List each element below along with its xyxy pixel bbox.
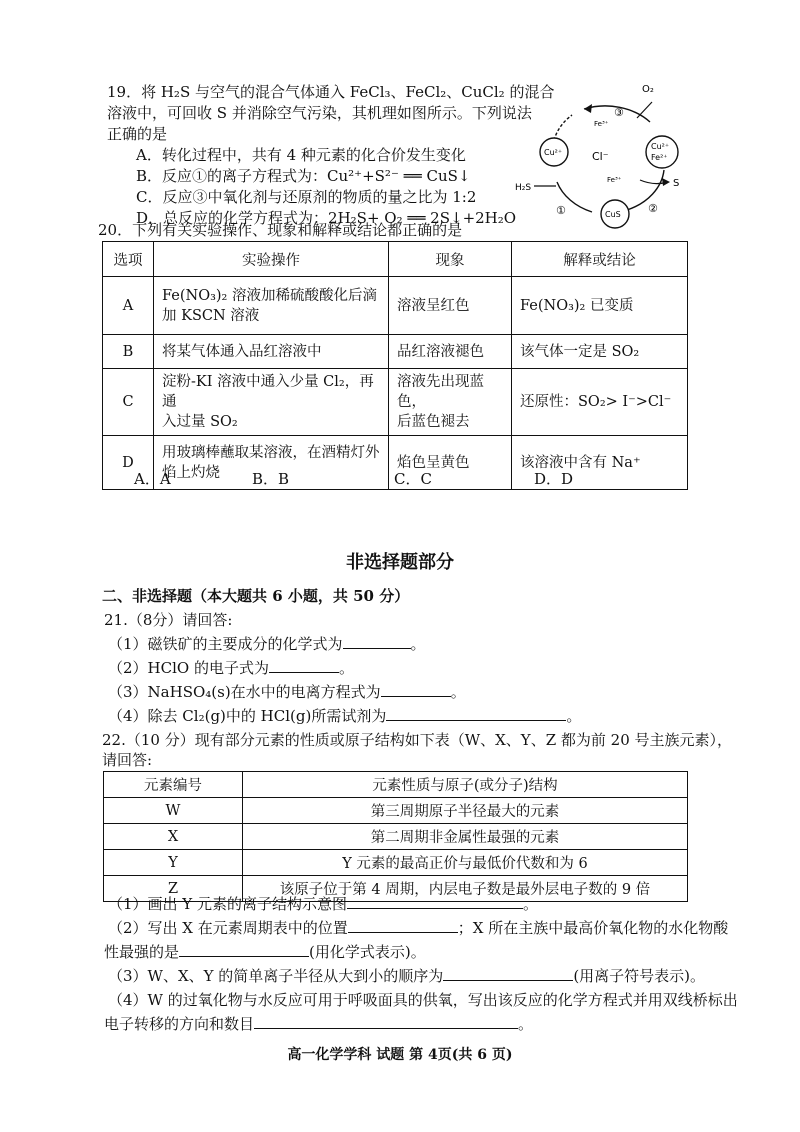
q19-stem-line-3: 正确的是	[107, 125, 168, 143]
q21-item-3-text: （3）NaHSO₄(s)在水中的电离方程式为	[108, 683, 381, 701]
element-description: 该原子位于第 4 周期，内层电子数是最外层电子数的 9 倍	[243, 876, 688, 902]
q22-part-2-cont	[104, 942, 426, 962]
q22-part-2-text-d: (用化学式表示)。	[309, 943, 426, 961]
element-code: W	[104, 798, 243, 824]
answer-blank[interactable]	[269, 658, 339, 673]
answer-blank[interactable]	[381, 682, 451, 697]
s-label: S	[673, 178, 680, 189]
answer-blank[interactable]	[386, 706, 566, 721]
q19-option-b: B．反应①的离子方程式为：Cu²⁺+S²⁻ ══ CuS↓	[136, 167, 471, 185]
q21-stem: 21.（8分）请回答:	[104, 611, 233, 629]
q22-stem-line-2: 请回答:	[102, 751, 153, 769]
fe3-mid-label: Fe³⁺	[607, 176, 622, 184]
answer-blank[interactable]	[443, 966, 573, 981]
q19-option-c: C．反应③中氧化剂与还原剂的物质的量之比为 1:2	[136, 188, 477, 206]
phenomenon-line: 后蓝色褪去	[397, 414, 470, 430]
row-conclusion: 该溶液中含有 Na⁺	[512, 436, 688, 490]
q21-item-4: （4）除去 Cl₂(g)中的 HCl(g)所需试剂为 。	[108, 707, 582, 725]
h2s-label: H₂S	[515, 183, 532, 193]
num2-label: ②	[648, 202, 658, 215]
operation-line: Fe(NO₃)₂ 溶液加稀硫酸酸化后滴	[162, 287, 377, 304]
o2-arrow	[637, 102, 652, 118]
q21-item-3: （3）NaHSO₄(s)在水中的电离方程式为 。	[108, 683, 466, 701]
row-conclusion: 还原性：SO₂> I⁻>Cl⁻	[512, 369, 688, 436]
q19-option-d: D．总反应的化学方程式为：2H₂S+ O₂ ══ 2S↓+2H₂O	[136, 209, 517, 227]
q22-part-2-text-b: ；X 所在主族中最高价氧化物的水化物酸	[457, 919, 729, 937]
row-phenomenon: 品红溶液褪色	[389, 335, 512, 369]
phenomenon-line: 溶液先出现蓝色，	[397, 374, 484, 410]
s-arrow-head	[662, 178, 670, 186]
q22-part-1-text: （1）画出 Y 元素的离子结构示意图	[108, 895, 347, 913]
q20-stem: 20．下列有关实验操作、现象和解释或结论都正确的是	[98, 221, 463, 239]
page-footer: 高一化学学科 试题 第 4页(共 6 页)	[287, 1047, 513, 1063]
q20-table	[102, 241, 688, 490]
table-row	[104, 850, 688, 876]
fe3-top-label: Fe³⁺	[594, 120, 609, 128]
table-row	[103, 277, 688, 335]
operation-line: 焰上灼烧	[162, 464, 220, 481]
row-operation: 将某气体通入品红溶液中	[154, 335, 389, 369]
table-row	[103, 369, 688, 436]
table-row	[104, 798, 688, 824]
table-row	[104, 824, 688, 850]
cus-label: CuS	[605, 210, 621, 219]
operation-line: 用玻璃棒蘸取某溶液，在酒精灯外	[162, 444, 380, 461]
row-option: A	[103, 277, 154, 335]
cu2-left-label: Cu²⁺	[544, 148, 563, 157]
q22-part-2-text-c: 性最强的是	[104, 943, 180, 961]
element-code: X	[104, 824, 243, 850]
q22-header-element: 元素编号	[104, 772, 243, 798]
cl-label: Cl⁻	[592, 150, 609, 163]
row-operation	[154, 277, 389, 335]
q19-option-a: A．转化过程中，共有 4 种元素的化合价发生变化	[136, 146, 466, 164]
row-conclusion: Fe(NO₃)₂ 已变质	[512, 277, 688, 335]
element-description: Y 元素的最高正价与最低价代数和为 6	[243, 850, 688, 876]
o2-label: O₂	[642, 84, 654, 95]
element-code: Y	[104, 850, 243, 876]
row-phenomenon: 焰色呈黄色	[389, 436, 512, 490]
q22-part-4: （4）W 的过氧化物与水反应可用于呼吸面具的供氧，写出该反应的化学方程式并用双线桥标出	[108, 991, 738, 1009]
row-phenomenon: 溶液呈红色	[389, 277, 512, 335]
answer-blank[interactable]	[254, 1014, 518, 1029]
num3-label: ③	[614, 106, 624, 119]
row-option: C	[103, 369, 154, 436]
q20-header-conclusion: 解释或结论	[512, 242, 688, 277]
q20-header-operation: 实验操作	[154, 242, 389, 277]
element-description: 第三周期原子半径最大的元素	[243, 798, 688, 824]
num1-label: ①	[556, 204, 566, 217]
q19-mechanism-diagram	[512, 82, 692, 232]
q20-choice-c: C．C	[394, 470, 432, 488]
q22-part-2-text: （2）写出 X 在元素周期表中的位置	[108, 919, 348, 937]
q20-header-option: 选项	[103, 242, 154, 277]
arrow-head-top	[584, 104, 592, 113]
part2-heading: 二、非选择题（本大题共 6 小题，共 50 分）	[102, 587, 410, 605]
section-title: 非选择题部分	[346, 552, 454, 573]
q22-part-4-cont: 电子转移的方向和数目 。	[104, 1015, 534, 1033]
operation-line: 淀粉-KI 溶液中通入少量 Cl₂，再通	[162, 374, 374, 410]
cu2-fe2-right-circle	[646, 136, 678, 168]
q22-part-1: （1）画出 Y 元素的离子结构示意图 。	[108, 895, 538, 913]
q21-item-1-text: （1）磁铁矿的主要成分的化学式为	[108, 635, 343, 653]
row-phenomenon	[389, 369, 512, 436]
q22-part-2	[108, 918, 728, 938]
q20-answer-choices	[134, 468, 634, 490]
row-operation	[154, 369, 389, 436]
q22-stem-line-1: 22.（10 分）现有部分元素的性质或原子结构如下表（W、X、Y、Z 都为前 20 号主族元素），	[102, 731, 733, 749]
q21-item-2-text: （2）HClO 的电子式为	[108, 659, 269, 677]
q22-part-3-text: （3）W、X、Y 的简单离子半径从大到小的顺序为	[108, 967, 444, 985]
operation-line: 入过量 SO₂	[162, 414, 238, 430]
element-code: Z	[104, 876, 243, 902]
q21-item-4-text: （4）除去 Cl₂(g)中的 HCl(g)所需试剂为	[108, 707, 387, 725]
row-option: B	[103, 335, 154, 369]
row-conclusion: 该气体一定是 SO₂	[512, 335, 688, 369]
element-description: 第二周期非金属性最强的元素	[243, 824, 688, 850]
answer-blank[interactable]	[348, 918, 458, 933]
answer-blank[interactable]	[343, 634, 411, 649]
q20-header-phenomenon: 现象	[389, 242, 512, 277]
cu2-right-label: Cu²⁺	[651, 142, 670, 151]
fe2-right-label: Fe²⁺	[651, 153, 668, 162]
q22-table	[103, 771, 688, 902]
q20-table-header	[103, 242, 688, 277]
q19-stem-line-1: 19．将 H₂S 与空气的混合气体通入 FeCl₃、FeCl₂、CuCl₂ 的混合	[107, 83, 555, 101]
answer-blank[interactable]	[347, 894, 523, 909]
q20-choice-b: B．B	[252, 470, 290, 488]
operation-line: 加 KSCN 溶液	[162, 307, 260, 324]
row-option: D	[103, 436, 154, 490]
q20-choice-d: D．D	[534, 470, 574, 488]
q22-part-3	[108, 966, 705, 986]
table-row	[103, 335, 688, 369]
q22-part-3-text-b: (用离子符号表示)。	[573, 967, 706, 985]
q21-item-1: （1）磁铁矿的主要成分的化学式为 。	[108, 635, 426, 653]
q19-stem-line-2: 溶液中，可回收 S 并消除空气污染，其机理如图所示。下列说法	[107, 104, 532, 122]
q21-item-2: （2）HClO 的电子式为 。	[108, 659, 354, 677]
q22-header-description: 元素性质与原子(或分子)结构	[243, 772, 688, 798]
q20-choice-a: A．A	[134, 470, 171, 488]
q22-table-header	[104, 772, 688, 798]
cycle-arc-right	[627, 170, 664, 210]
answer-blank[interactable]	[179, 942, 309, 957]
q22-part-4-text-b: 电子转移的方向和数目	[104, 1015, 255, 1033]
